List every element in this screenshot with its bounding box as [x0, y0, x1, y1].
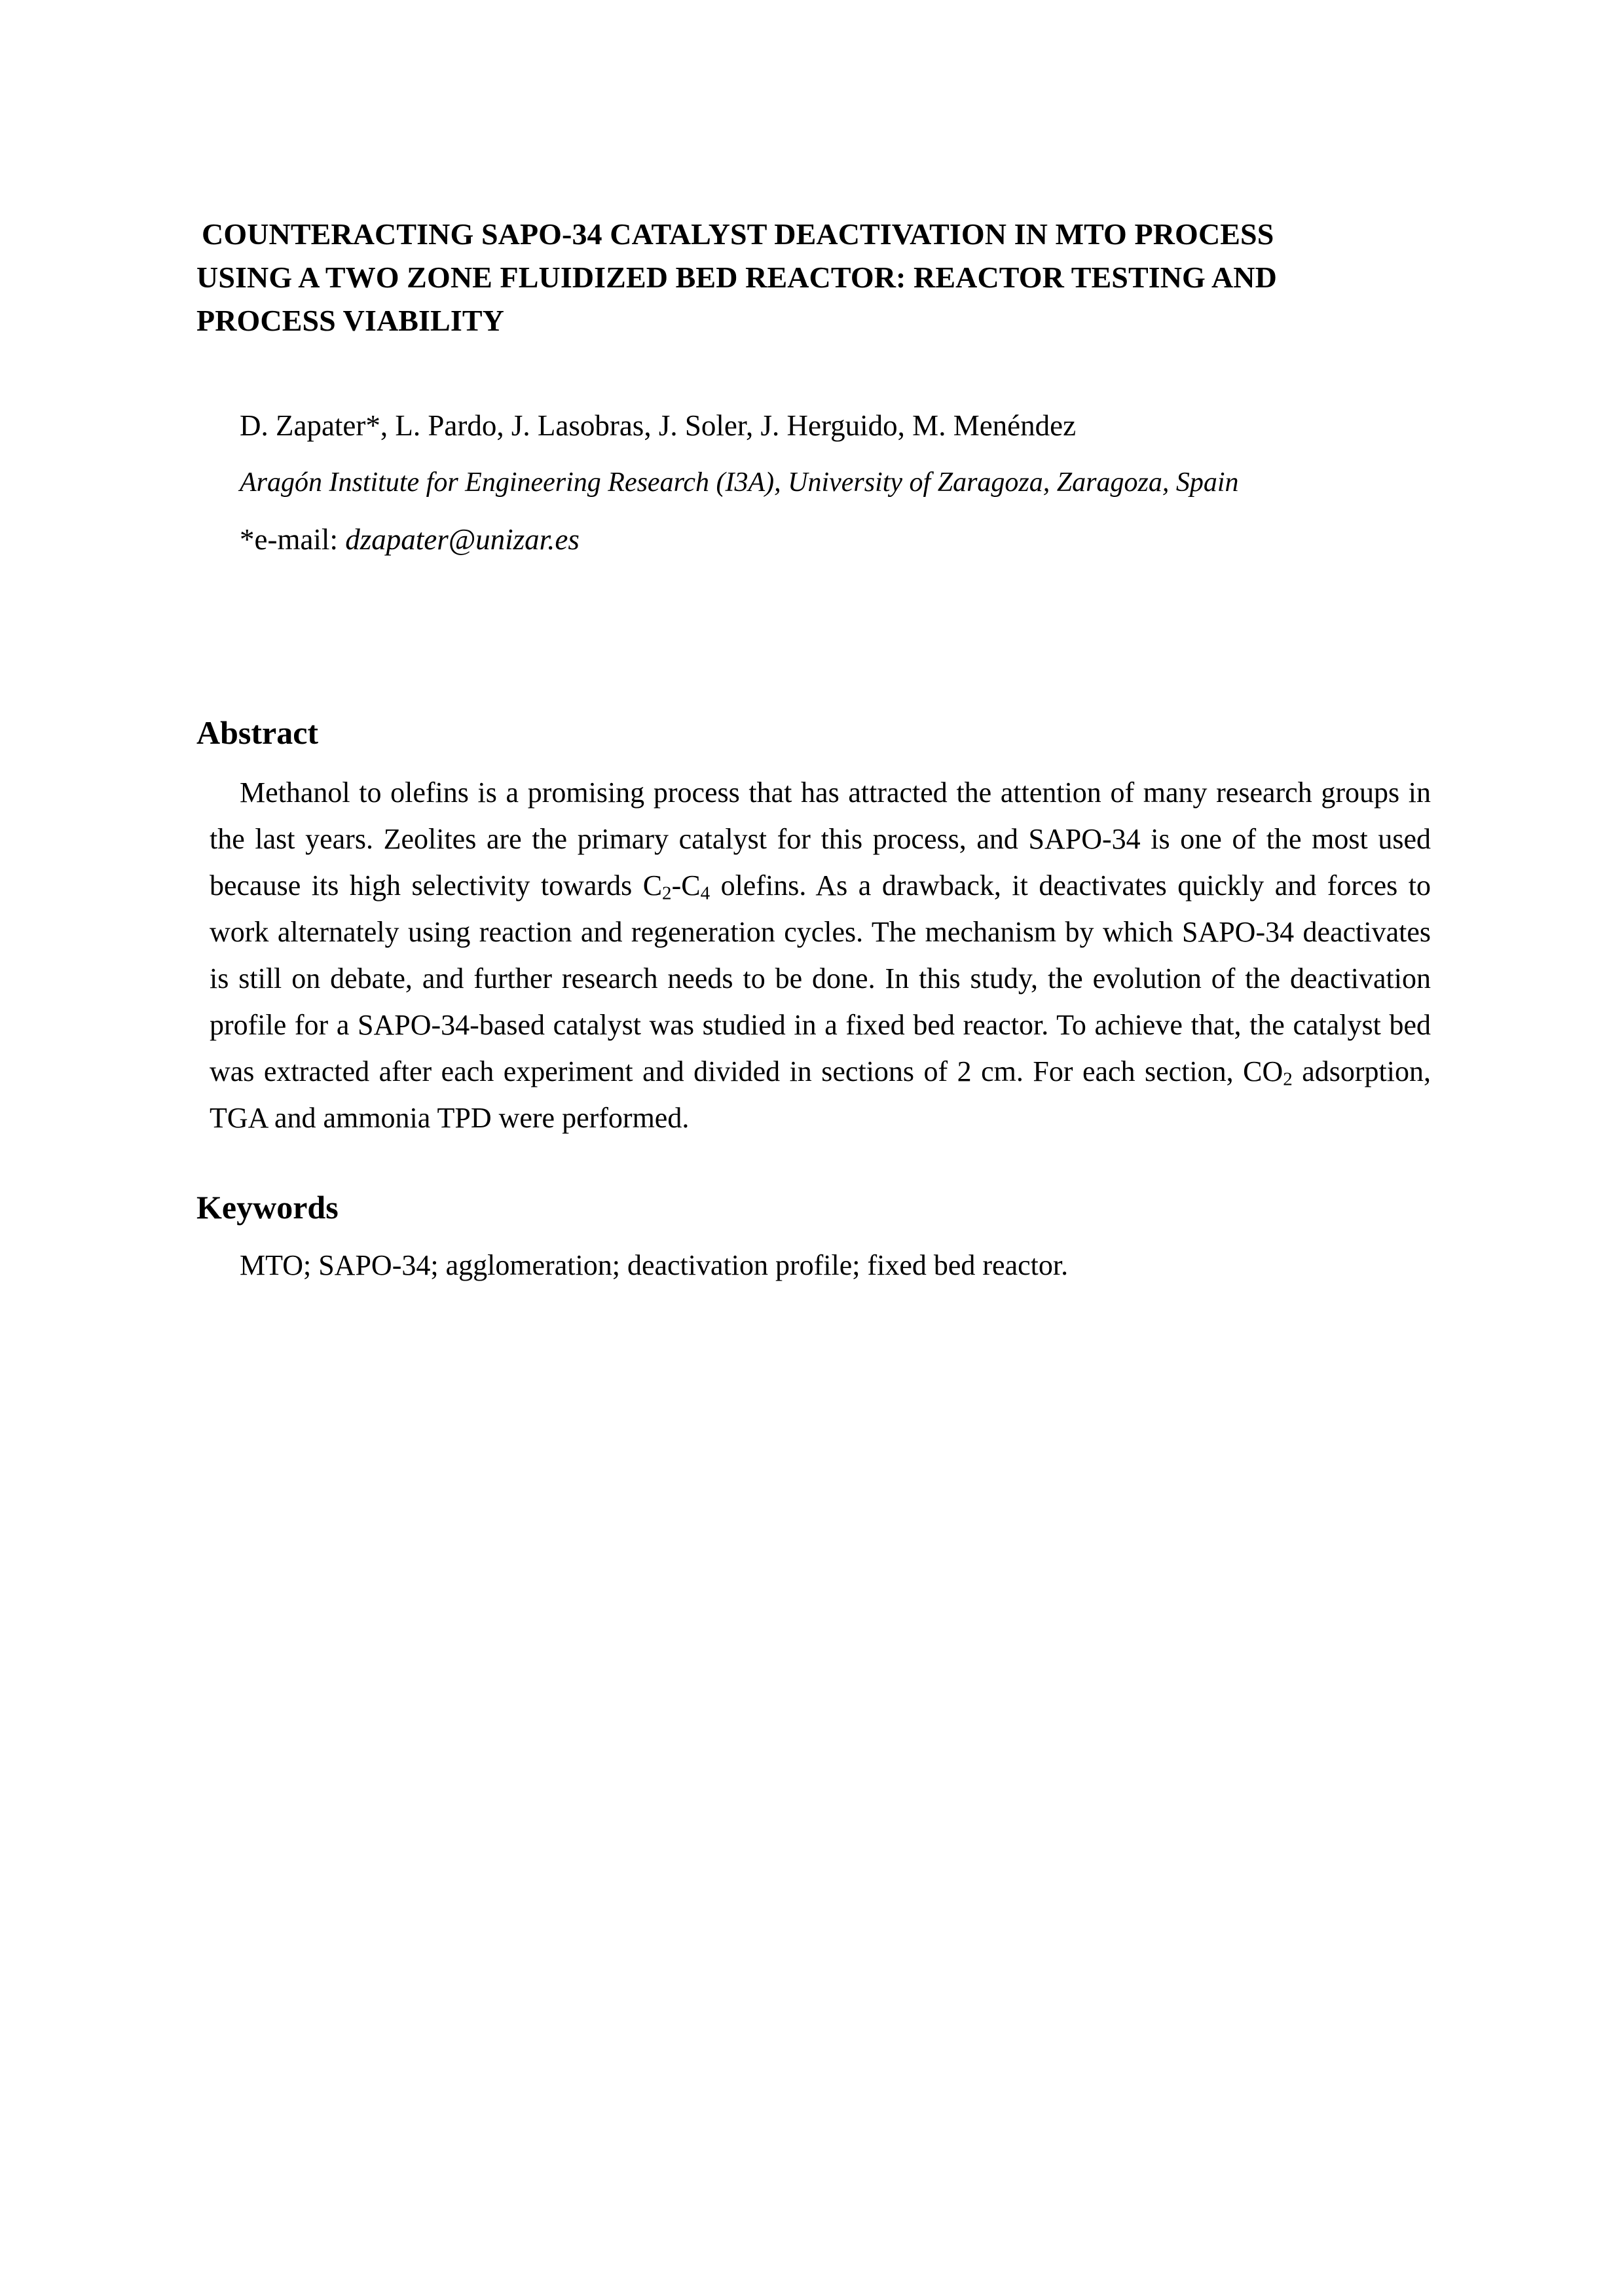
author-list: D. Zapater*, L. Pardo, J. Lasobras, J. Soler, J. Herguido, M. Menéndez	[240, 409, 1077, 442]
title-line-3: PROCESS VIABILITY	[196, 304, 504, 337]
email-address[interactable]: dzapater@unizar.es	[345, 523, 580, 556]
abstract-text-4: adsorption, TGA and ammonia TPD were performed.	[210, 1055, 1431, 1134]
subscript-c2: 2	[662, 883, 672, 904]
subscript-c4: 4	[700, 883, 710, 904]
affiliation: Aragón Institute for Engineering Research (I3A), University of Zaragoza, Zaragoza, Spain	[240, 467, 1239, 498]
abstract-paragraph	[196, 769, 1431, 1141]
title-line-1: COUNTERACTING SAPO-34 CATALYST DEACTIVATION IN MTO PROCESS	[202, 217, 1274, 251]
abstract-heading: Abstract	[196, 714, 319, 751]
corresponding-email	[240, 511, 1431, 568]
email-label: *e-mail:	[240, 523, 346, 556]
abstract-text-1: Methanol to olefins is a promising process that has attracted the attention of many research groups in the last years. Zeolites are the primary catalyst for this process, and SAPO-34 is one of the most used because its high selectivity towards C	[210, 776, 1431, 902]
keywords-paragraph: MTO; SAPO-34; agglomeration; deactivation profile; fixed bed reactor.	[240, 1249, 1069, 1281]
paper-title	[196, 213, 1431, 342]
keywords-heading: Keywords	[196, 1189, 339, 1226]
abstract-text-3: olefins. As a drawback, it deactivates quickly and forces to work alternately using reaction and regeneration cycles. The mechanism by which SAPO-34 deactivates is still on debate, and further research needs to be done. In this study, the evolution of the deactivation profile for a SAPO-34-based catalyst was studied in a fixed bed reactor. To achieve that, the catalyst bed was extracted after each experiment and divided in sections of 2 cm. For each section, CO	[210, 869, 1431, 1087]
subscript-co2: 2	[1283, 1068, 1293, 1090]
title-line-2: USING A TWO ZONE FLUIDIZED BED REACTOR: REACTOR TESTING AND	[196, 261, 1277, 294]
abstract-text-2: -C	[671, 869, 701, 902]
page-content-column	[196, 0, 1431, 1288]
author-affiliation-block	[196, 397, 1431, 568]
